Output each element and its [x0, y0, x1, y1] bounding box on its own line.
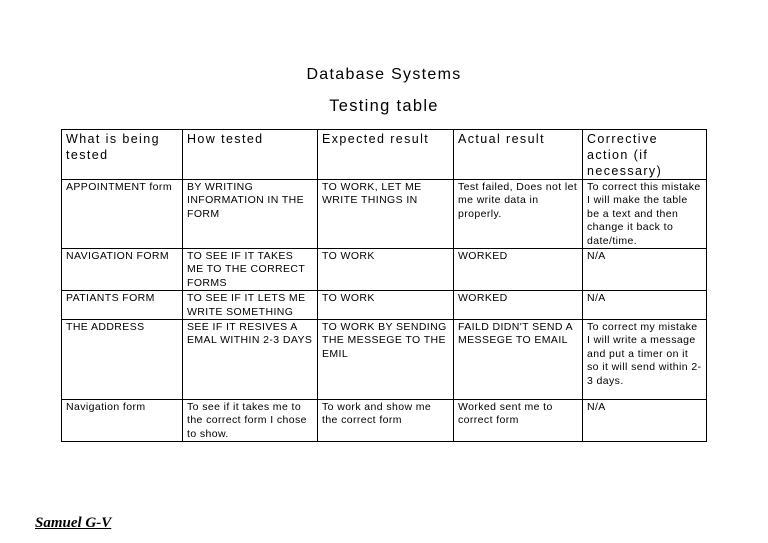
- author-signature: Samuel G-V: [35, 515, 112, 531]
- header-expected-result: Expected result: [318, 130, 454, 180]
- cell-how-tested: To see if it takes me to the correct form I chose to show.: [183, 400, 318, 442]
- table-row: [62, 249, 707, 291]
- cell-expected-result: TO WORK: [318, 291, 454, 320]
- cell-actual-result: FAILD DIDN'T SEND A MESSEGE TO EMAIL: [454, 320, 583, 400]
- cell-what-tested: PATIANTS FORM: [62, 291, 183, 320]
- cell-expected-result: TO WORK, LET ME WRITE THINGS IN: [318, 180, 454, 249]
- cell-actual-result: Test failed, Does not let me write data in properly.: [454, 180, 583, 249]
- cell-how-tested: SEE IF IT RESIVES A EMAL WITHIN 2-3 DAYS: [183, 320, 318, 400]
- cell-how-tested: TO SEE IF IT LETS ME WRITE SOMETHING: [183, 291, 318, 320]
- header-what-tested: What is being tested: [62, 130, 183, 180]
- table-row: [62, 180, 707, 249]
- table-row: [62, 320, 707, 400]
- cell-what-tested: NAVIGATION FORM: [62, 249, 183, 291]
- cell-expected-result: TO WORK BY SENDING THE MESSEGE TO THE EMIL: [318, 320, 454, 400]
- cell-corrective-action: N/A: [583, 291, 707, 320]
- cell-what-tested: THE ADDRESS: [62, 320, 183, 400]
- page-title: Database Systems: [306, 66, 462, 83]
- header-corrective-action: Corrective action (if necessary): [583, 130, 707, 180]
- cell-expected-result: TO WORK: [318, 249, 454, 291]
- cell-corrective-action: N/A: [583, 400, 707, 442]
- cell-actual-result: WORKED: [454, 249, 583, 291]
- cell-what-tested: APPOINTMENT form: [62, 180, 183, 249]
- header-actual-result: Actual result: [454, 130, 583, 180]
- table-row: [62, 400, 707, 442]
- cell-corrective-action: To correct my mistake I will write a message and put a timer on it so it will send within 2-3 days.: [583, 320, 707, 400]
- table-header-row: [62, 130, 707, 180]
- cell-how-tested: BY WRITING INFORMATION IN THE FORM: [183, 180, 318, 249]
- cell-what-tested: Navigation form: [62, 400, 183, 442]
- page-subtitle: Testing table: [329, 97, 439, 115]
- table-row: [62, 291, 707, 320]
- cell-how-tested: TO SEE IF IT TAKES ME TO THE CORRECT FORMS: [183, 249, 318, 291]
- cell-corrective-action: N/A: [583, 249, 707, 291]
- header-how-tested: How tested: [183, 130, 318, 180]
- testing-table: [61, 129, 707, 442]
- cell-corrective-action: To correct this mistake I will make the table be a text and then change it back to date/time.: [583, 180, 707, 249]
- cell-actual-result: WORKED: [454, 291, 583, 320]
- cell-actual-result: Worked sent me to correct form: [454, 400, 583, 442]
- cell-expected-result: To work and show me the correct form: [318, 400, 454, 442]
